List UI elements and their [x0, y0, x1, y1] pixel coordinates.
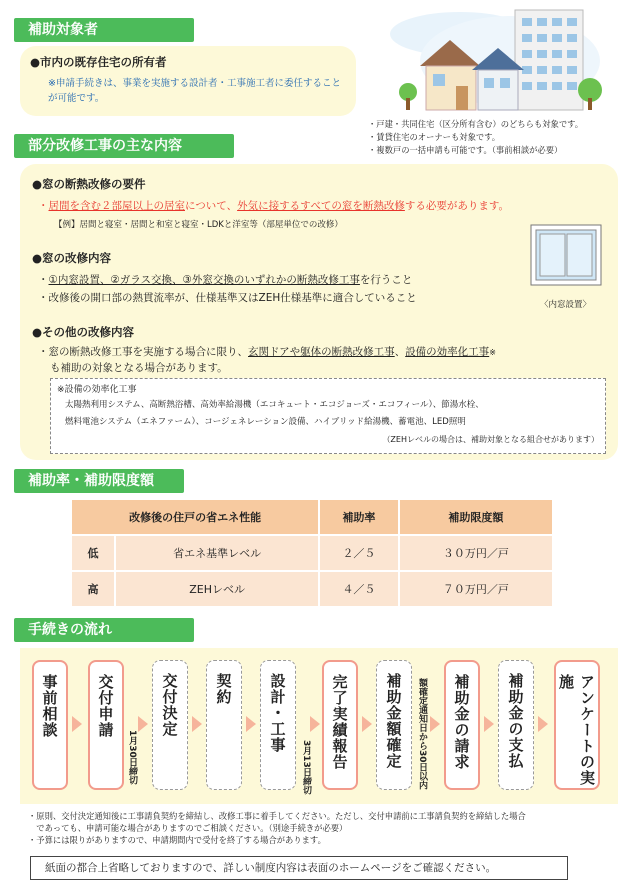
flow-arrow-icon — [484, 716, 494, 732]
table-row — [71, 535, 553, 571]
table-header-row — [71, 499, 553, 535]
owner-note: ※申請手続きは、事業を実施する設計者・工事施工者に委任することが可能です。 — [48, 78, 341, 104]
step-construction: 設計・工事 — [260, 660, 296, 790]
eligible-panel — [20, 46, 356, 116]
other-title: ●その他の改修内容 — [32, 325, 135, 339]
flow-arrow-icon — [538, 716, 548, 732]
house-note-2: ・賃貸住宅のオーナーも対象です。 — [368, 132, 501, 142]
step-survey: アンケートの実施 — [554, 660, 600, 790]
limit-cell: ７０万円／戸 — [399, 571, 553, 607]
column-header: 改修後の住戸の省エネ性能 — [71, 499, 319, 535]
rate-cell: ４／５ — [319, 571, 398, 607]
flow-arrow-icon — [362, 716, 372, 732]
table-row — [71, 571, 553, 607]
column-header: 補助率 — [319, 499, 398, 535]
window-caption: 〈内窓設置〉 — [540, 300, 592, 310]
flow-arrow-icon — [192, 716, 202, 732]
other-line-1: ・窓の断熱改修工事を実施する場合に限り、玄関ドアや躯体の断熱改修工事、設備の効率化工事※ — [38, 346, 496, 358]
equipment-box — [50, 378, 606, 454]
level-cell: 高 — [71, 571, 115, 607]
houses-illustration — [380, 6, 610, 116]
works-panel — [20, 164, 618, 460]
rate-cell: ２／５ — [319, 535, 398, 571]
flow-arrow-icon — [72, 716, 82, 732]
other-line-2: も補助の対象となる場合があります。 — [50, 362, 228, 374]
rate-table — [70, 498, 554, 608]
procedure-note-1: ・原則、交付決定通知後に工事請負契約を締結し、改修工事に着手してください。ただし、交付申請前に工事請負契約を締結した場合 — [28, 811, 526, 821]
limit-cell: ３０万円／戸 — [399, 535, 553, 571]
section-heading-eligible: 補助対象者 — [14, 18, 194, 42]
step-amount-fixed: 補助金額確定 — [376, 660, 412, 790]
flow-panel — [20, 648, 618, 804]
name-cell: ZEHレベル — [115, 571, 319, 607]
step-apply: 交付申請 — [88, 660, 124, 790]
section-heading-works: 部分改修工事の主な内容 — [14, 134, 234, 158]
req-title: ●窓の断熱改修の要件 — [32, 177, 146, 191]
work-line-2: ・改修後の開口部の熱貫流率が、仕様基準又はZEH仕様基準に適合していること — [38, 292, 417, 304]
house-note-1: ・戸建・共同住宅（区分所有含む）のどちらも対象です。 — [368, 119, 584, 129]
equipment-line-3: （ZEHレベルの場合は、補助対象となる組合せがあります） — [382, 435, 599, 444]
step-claim: 補助金の請求 — [444, 660, 480, 790]
work-line-1: ・①内窓設置、②ガラス交換、③外窓交換のいずれかの断熱改修工事を行うこと — [38, 274, 413, 286]
house-note-3: ・複数戸の一括申請も可能です。（事前相談が必要） — [368, 145, 563, 155]
window-illustration — [530, 224, 602, 286]
flow-arrow-icon — [246, 716, 256, 732]
flow-arrow-icon — [310, 716, 320, 732]
equipment-title: ※設備の効率化工事 — [57, 385, 137, 395]
equipment-line-1: 太陽熱利用システム、高断熱浴槽、高効率給湯機（エコキュート・エコジョーズ・エコフィール）、節湯水栓、 — [65, 400, 484, 410]
req-example: 【例】居間と寝室・居間と和室と寝室・LDKと洋室等（部屋単位での改修） — [54, 220, 343, 230]
name-cell: 省エネ基準レベル — [115, 535, 319, 571]
flow-arrow-icon — [138, 716, 148, 732]
deadline-note-1: 1月30日締切 — [127, 730, 137, 785]
step-decision: 交付決定 — [152, 660, 188, 790]
deadline-note-2: 3月13日締切 — [301, 740, 311, 795]
procedure-note-2: であっても、申請可能な場合がありますのでご相談ください。（別途手続きが必要） — [28, 823, 348, 833]
step-payment: 補助金の支払 — [498, 660, 534, 790]
work-title: ●窓の改修内容 — [32, 251, 112, 265]
procedure-note-3: ・予算には限りがありますので、申請期間内で受付を終了する場合があります。 — [28, 835, 326, 845]
req-line: ・居間を含む２部屋以上の居室について、外気に接するすべての窓を断熱改修する必要があります。 — [38, 200, 510, 212]
equipment-line-2: 燃料電池システム（エネファーム）、コージェネレーション設備、ハイブリッド給湯機、蓄電池、LED照明 — [65, 417, 466, 427]
level-cell: 低 — [71, 535, 115, 571]
details-notice: 紙面の都合上省略しておりますので、詳しい制度内容は表面のホームページをご確認ください。 — [30, 856, 568, 880]
step-consult: 事前相談 — [32, 660, 68, 790]
procedure-notes — [28, 810, 618, 846]
column-header: 補助限度額 — [399, 499, 553, 535]
step-contract: 契約 — [206, 660, 242, 790]
section-heading-flow: 手続きの流れ — [14, 618, 194, 642]
within-note: 額確定通知日から30日以内 — [417, 678, 427, 790]
owner-title: ●市内の既存住宅の所有者 — [30, 55, 167, 69]
flow-arrow-icon — [430, 716, 440, 732]
step-report: 完了実績報告 — [322, 660, 358, 790]
house-notes — [368, 118, 583, 157]
section-heading-rates: 補助率・補助限度額 — [14, 469, 184, 493]
